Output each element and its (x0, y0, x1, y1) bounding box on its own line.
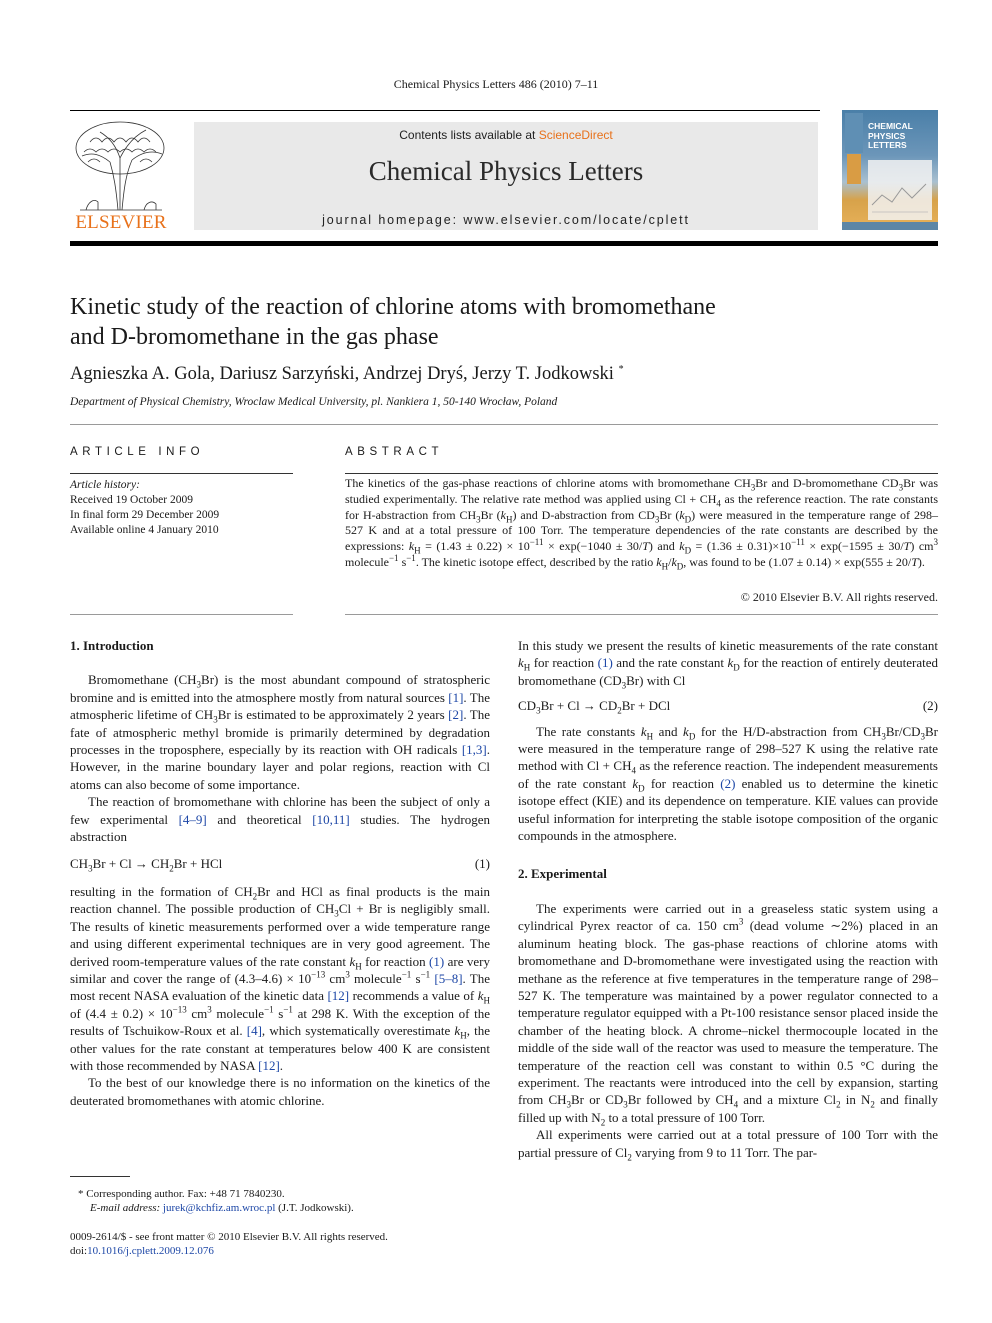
introduction-heading: 1. Introduction (70, 638, 154, 653)
contents-line (194, 128, 818, 142)
equation-1 (70, 855, 490, 875)
abstract-rule (345, 473, 938, 474)
article-info-rule (70, 473, 293, 474)
journal-cover-thumbnail (842, 110, 938, 230)
article-title (70, 292, 930, 352)
article-info-heading: ARTICLE INFO (70, 446, 205, 458)
footnote-rule (70, 1176, 130, 1177)
page-footer (70, 1230, 490, 1258)
received-date: Received 19 October 2009 (70, 494, 193, 506)
article-title-line-1: Kinetic study of the reaction of chlorine atoms with bromomethane (70, 294, 716, 320)
online-date: Available online 4 January 2010 (70, 524, 219, 536)
elsevier-wordmark: ELSEVIER (75, 212, 167, 233)
equation-1-number: (1) (474, 856, 490, 872)
info-top-rule (70, 424, 938, 425)
cover-title (868, 122, 913, 151)
author-list (70, 364, 624, 385)
journal-banner (194, 122, 818, 230)
masthead-divider (70, 241, 938, 246)
intro-paragraph-5: In this study we present the results of kinetic measurements of the rate constant $k_H$ for reaction (1) and the rate constant $k_D$ for the reaction of entirely deuterated bromomethane $(CD_3Br)$ with Cl (518, 638, 938, 691)
intro-paragraph-1: Bromomethane $(CH_3Br)$ is the most abundant compound of stratospheric bromine and is emitted into the atmosphere mostly from natural sources [1]. The atmospheric lifetime of $CH_3Br$ is estimated to be approximately 2 years [2]. The fate of atmospheric methyl bromide is primarily determined by degradation processes in the troposphere, especially by its reaction with OH radicals [1,3]. However, in the marine boundary layer and polar regions, reaction with Cl atoms can also become of some importance. (70, 672, 490, 792)
intro-paragraph-2: The reaction of bromomethane with chlorine has been the subject of only a few experimental [4–9] and theoretical [10,11] studies. The hydrogen abstraction (70, 794, 491, 845)
right-column (518, 637, 938, 1161)
abstract-bottom-rule (345, 614, 938, 615)
final-form-date: In final form 29 December 2009 (70, 509, 220, 521)
abstract-text: The kinetics of the gas-phase reactions of chlorine atoms with bromomethane $CH_3Br$ and D-bromomethane $CD_3Br$ was studied experimentally. The relative rate method was applied using $Cl + CH_4$ as the reference reaction. The rate constants for H-abstraction from $CH_3Br$ $(k_H)$ and D-abstraction from $CD_3Br$ $(k_D)$ were measured in the temperature range of 298–527 K and at a total pressure of 100 Torr. The temperature dependencies of the rate constants are described by the expressions: $k_H = (1.43 \pm 0.22) \times 10^{-11} \times \exp(-1040 \pm 30/T)$ and $k_D = (1.36 \pm 0.31)\times 10^{-11} \times \exp(-1595 \pm 30/T)$ $cm^3$ molecule$^{-1}$ $s^{-1}$. The kinetic isotope effect, described by the ratio $k_H/k_D$, was found to be (1.07 ± 0.14) × exp(555 ± 20/T). (345, 476, 938, 572)
doi-label: doi: (70, 1245, 88, 1257)
authors: Agnieszka A. Gola, Dariusz Sarzyński, Andrzej Dryś, Jerzy T. Jodkowski (70, 364, 614, 384)
email-link[interactable]: jurek@kchfiz.am.wroc.pl (162, 1202, 276, 1214)
journal-citation: Chemical Physics Letters 486 (2010) 7–11 (393, 77, 599, 91)
contents-prefix: Contents lists available at (399, 128, 536, 142)
equation-2-body: $CD_3Br + Cl \to CD_2Br$ + DCl (518, 698, 671, 716)
experimental-paragraph-1: The experiments were carried out in a greaseless static system using a cylindrical Pyrex reactor of ca. 150 $cm^3$ (dead volume ∼2%) placed in an aluminum heating block. The gas-phase reactions of chlorine atoms with bromomethane and D-bromomethane were investigated using the reaction with methane as the reference at five temperatures in the temperature range of 298–527 K. The temperature was maintained by a power regulator connected to a temperature regulator equipped with a Pt-100 resistance sensor placed inside the chamber of the heating block. A chrome–nickel thermocouple located in the middle of the side wall of the reactor was used to measure the temperature. The temperature of the reaction cell was constant to within 0.5 °C during the experiment. The reactants were introduced into the cell by expansion, starting from $CH_3Br$ or $CD_3Br$ followed by $CH_4$ and a mixture $Cl_2$ in $N_2$ and finally filled up with $N_2$ to a total pressure of 100 Torr. (518, 900, 938, 1128)
intro-paragraph-6: The rate constants $k_H$ and $k_D$ for the H/D-abstraction from $CH_3Br/CD_3Br$ were measured in the temperature range of 298–527 K using the relative rate method with $Cl + CH_4$ as the reference reaction. The independent measurements of the rate constant $k_D$ for reaction (2) enabled us to determine the kinetic isotope effect (KIE) and its dependence on temperature. KIE values can provide useful information for interpreting the stable isotope composition of the organic compounds in the atmosphere. (518, 723, 938, 844)
intro-paragraph-3: resulting in the formation of $CH_2Br$ and HCl as final products is the main reaction channel. The possible production of $CH_3Cl + Br$ is negligibly small. The results of kinetic measurements performed over a wide temperature range and using different experimental techniques are in very good agreement. The derived room-temperature values of the rate constant $k_H$ for reaction (1) are very similar and cover the range of $(4.3-4.6) \times 10^{-13}$ $cm^3$ molecule$^{-1}$ $s^{-1}$ [5–8]. The most recent NASA evaluation of the kinetic data [12] recommends a value of $k_H$ of $(4.4 \pm 0.2) \times 10^{-13}$ $cm^3$ molecule$^{-1}$ $s^{-1}$ at 298 K. With the exception of the results of Tschuikow-Roux et al. [4], which systematically overestimate $k_H$, the other values for the rate constant at temperatures below 400 K are consistent with those recommended by NASA [12]. (70, 883, 491, 1073)
issn-line: 0009-2614/$ - see front matter © 2010 Elsevier B.V. All rights reserved. (70, 1231, 388, 1243)
equation-2 (518, 697, 938, 714)
journal-name: Chemical Physics Letters (368, 156, 644, 186)
left-column (70, 637, 490, 1109)
journal-homepage[interactable]: journal homepage: www.elsevier.com/locate/cplett (322, 213, 690, 227)
abstract-copyright: © 2010 Elsevier B.V. All rights reserved. (740, 590, 938, 604)
email-label: E-mail address: (90, 1202, 161, 1214)
doi-line (70, 1244, 490, 1258)
intro-paragraph-4: To the best of our knowledge there is no information on the kinetics of the deuterated bromomethanes with atomic chlorine. (70, 1075, 490, 1108)
sciencedirect-link[interactable]: ScienceDirect (538, 128, 613, 142)
cover-title-line-2: PHYSICS (868, 130, 906, 141)
equation-2-number: (2) (922, 698, 938, 714)
article-title-line-2: and D-bromomethane in the gas phase (70, 324, 439, 350)
history-label: Article history: (70, 479, 140, 491)
footnote (70, 1187, 490, 1215)
footnote-corresponding: * Corresponding author. Fax: +48 71 7840230. (78, 1188, 285, 1200)
abstract-heading: ABSTRACT (345, 446, 444, 458)
affiliation: Department of Physical Chemistry, Wroclaw Medical University, pl. Nankiera 1, 50-140 Wrocław, Poland (70, 396, 558, 408)
cover-title-line-1: CHEMICAL (868, 121, 913, 131)
experimental-heading: 2. Experimental (518, 866, 607, 882)
doi-link[interactable]: 10.1016/j.cplett.2009.12.076 (87, 1245, 214, 1257)
corresponding-author-mark[interactable]: * (618, 363, 624, 375)
equation-1-body: $CH_3Br + Cl \to CH_2Br$ + HCl (70, 856, 223, 875)
info-bottom-rule (70, 614, 293, 615)
masthead-rule (70, 110, 820, 111)
footnote-email (70, 1201, 490, 1215)
cover-title-line-3: LETTERS (868, 140, 907, 150)
experimental-paragraph-2: All experiments were carried out at a total pressure of 100 Torr with the partial pressure of $Cl_2$ varying from 9 to 11 Torr. The par- (518, 1127, 938, 1163)
article-history (70, 478, 295, 538)
footnote-corresponding-text: Corresponding author. Fax: +48 71 7840230. (86, 1188, 285, 1200)
email-owner: (J.T. Jodkowski). (278, 1202, 354, 1214)
